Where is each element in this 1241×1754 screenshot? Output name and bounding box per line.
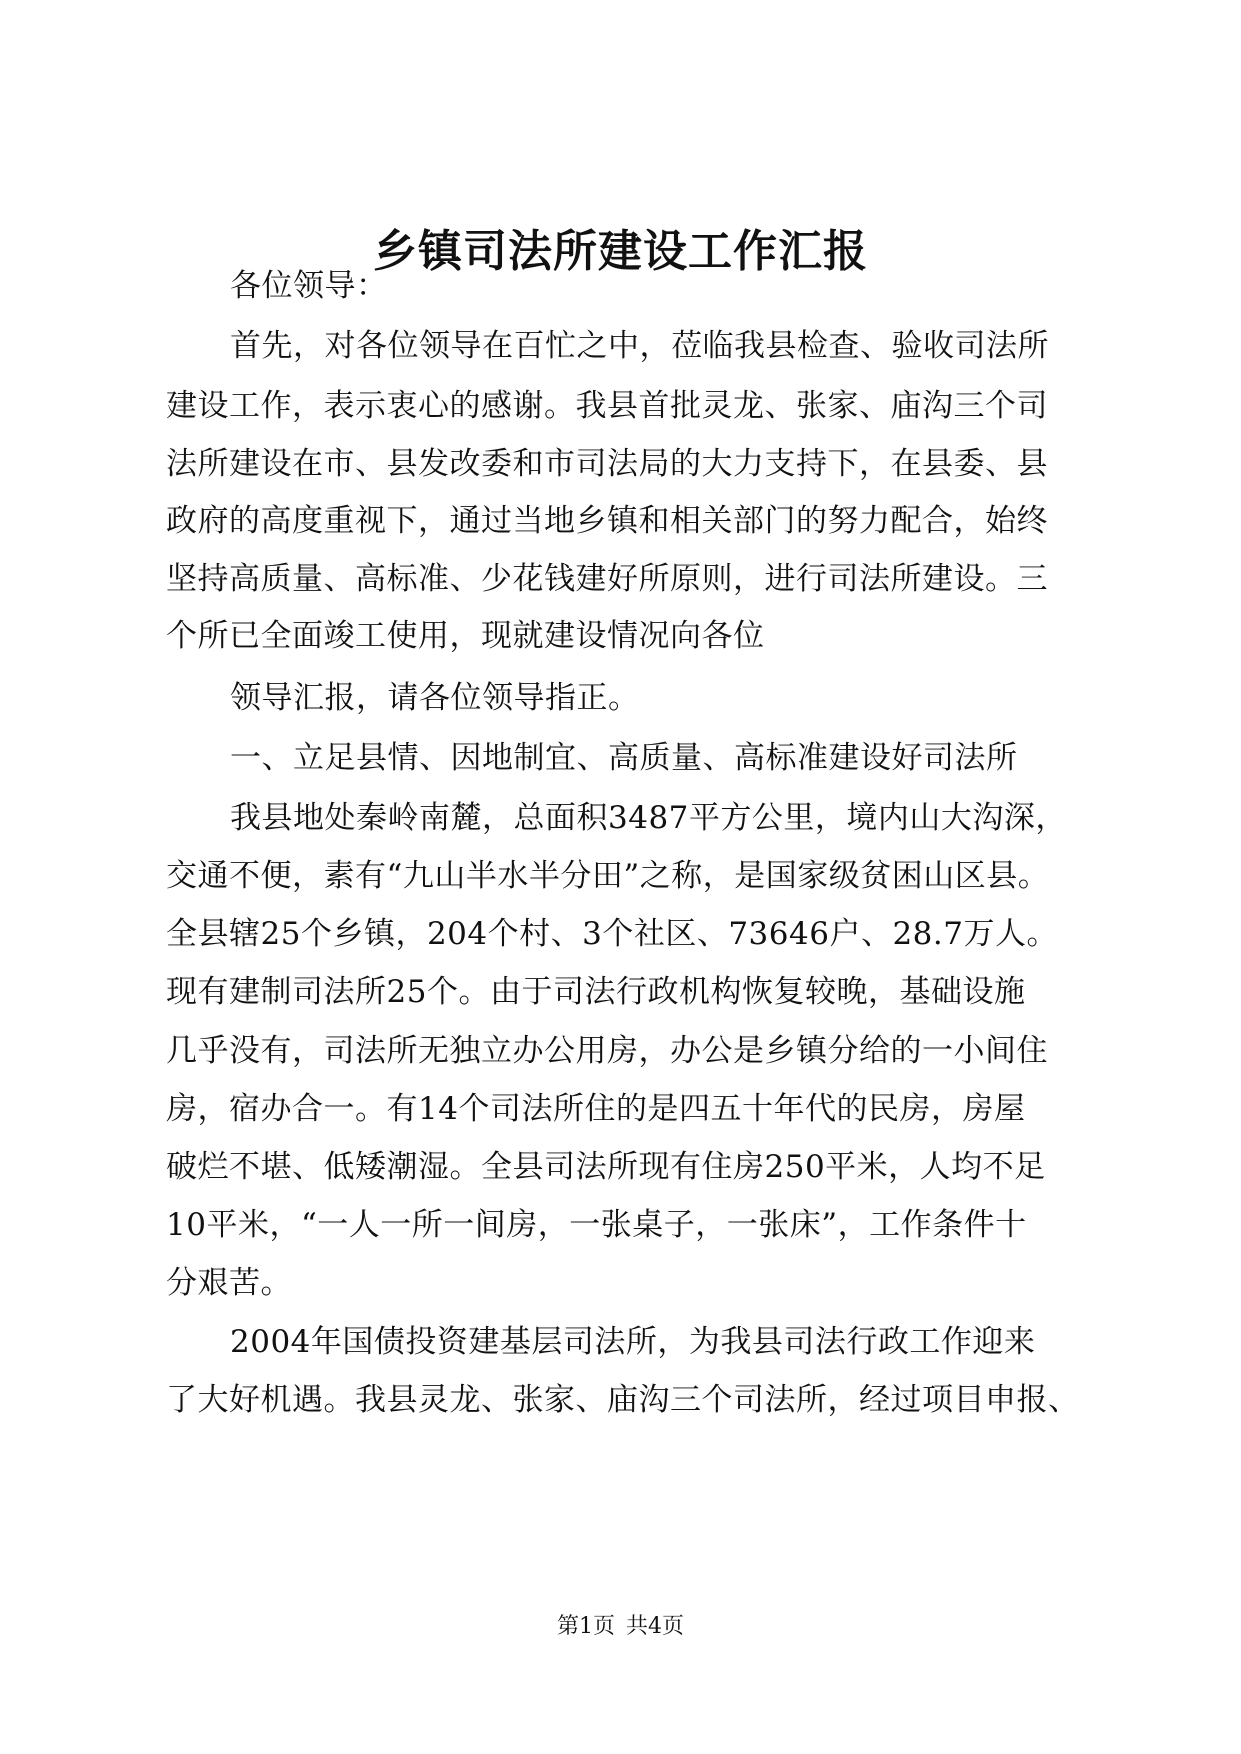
body-line: 交通不便，素有“九山半水半分田”之称，是国家级贫困山区县。 (166, 858, 1050, 894)
page-footer (0, 1612, 1241, 1642)
page-number: 第1页 (557, 1614, 615, 1639)
body-line: 法所建设在市、县发改委和市司法局的大力支持下，在县委、县 (166, 446, 1048, 482)
body-line: 几乎没有，司法所无独立办公用房，办公是乡镇分给的一小间住 (166, 1033, 1048, 1069)
body-line: 首先，对各位领导在百忙之中，莅临我县检查、验收司法所 (230, 328, 1049, 364)
page-total: 共4页 (626, 1614, 684, 1639)
body-line: 政府的高度重视下，通过当地乡镇和相关部门的努力配合，始终 (166, 503, 1048, 539)
body-line: 分艰苦。 (166, 1265, 292, 1301)
body-line: 我县地处秦岭南麓，总面积3487平方公里，境内山大沟深， (230, 800, 1067, 836)
body-line: 房，宿办合一。有14个司法所住的是四五十年代的民房，房屋 (166, 1091, 1026, 1127)
document-title: 乡镇司法所建设工作汇报 (373, 226, 868, 277)
body-line: 破烂不堪、低矮潮湿。全县司法所现有住房250平米，人均不足 (166, 1149, 1046, 1185)
body-line: 领导汇报，请各位领导指正。 (230, 680, 640, 716)
salutation: 各位领导： (230, 268, 388, 304)
body-line: 全县辖25个乡镇，204个村、3个社区、73646户、28.7万人。 (166, 916, 1058, 952)
body-line: 建设工作，表示衷心的感谢。我县首批灵龙、张家、庙沟三个司 (166, 388, 1048, 424)
section-heading: 一、立足县情、因地制宜、高质量、高标准建设好司法所 (230, 740, 1018, 776)
body-line: 了大好机遇。我县灵龙、张家、庙沟三个司法所，经过项目申报、 (166, 1382, 1080, 1418)
body-line: 现有建制司法所25个。由于司法行政机构恢复较晚，基础设施 (166, 974, 1026, 1010)
body-line: 2004年国债投资建基层司法所，为我县司法行政工作迎来 (230, 1324, 1036, 1360)
body-line: 坚持高质量、高标准、少花钱建好所原则，进行司法所建设。三 (166, 561, 1048, 597)
body-line: 个所已全面竣工使用，现就建设情况向各位 (166, 618, 765, 654)
body-line: 10平米，“一人一所一间房，一张桌子，一张床”，工作条件十 (166, 1207, 1027, 1243)
